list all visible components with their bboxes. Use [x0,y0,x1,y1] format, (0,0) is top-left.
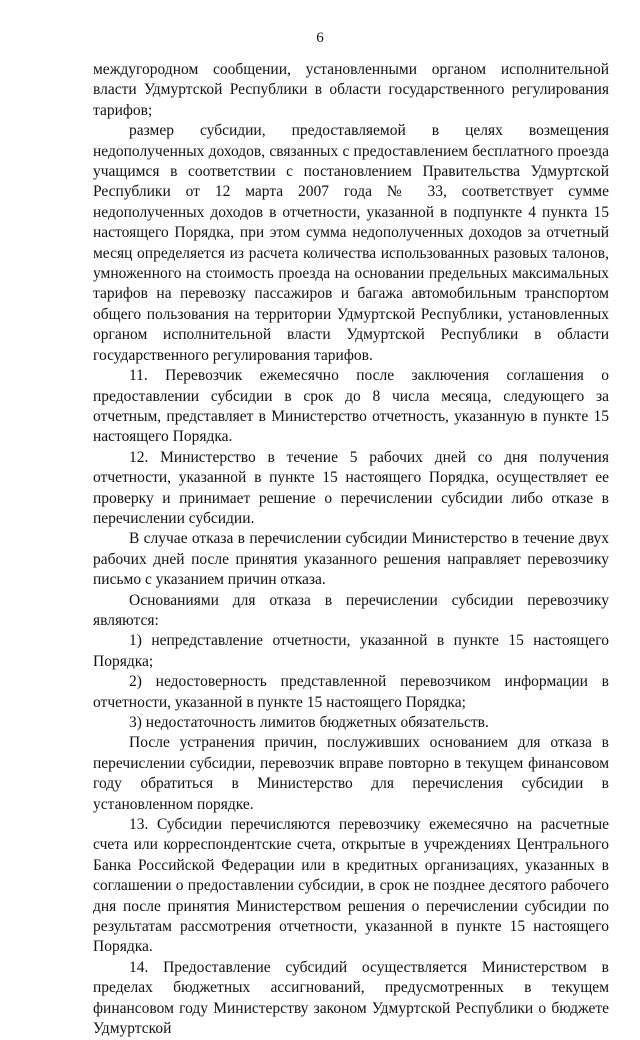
paragraph: междугородном сообщении, установленными органом исполнительной власти Удмуртской Республики в области государственного регулирования тарифов; [93,61,609,119]
paragraph: 13. Субсидии перечисляются перевозчику ежемесячно на расчетные счета или корреспондентские счета, открытые в учреждениях Центрального Банка Российской Федерации или в кредитных организациях, указанных в соглашении о предоставлении субсидии, в срок не позднее десятого рабочего дня после принятия Министерством решения о перечислении субсидии по результатам рассмотрения отчетности, указанной в пункте 15 настоящего Порядка. [93,816,609,956]
paragraph: 3) недостаточность лимитов бюджетных обязательств. [129,714,489,731]
paragraph: 1) непредставление отчетности, указанной в пункте 15 настоящего Порядка; [93,632,609,670]
paragraph: Основаниями для отказа в перечислении субсидии перевозчику являются: [93,591,609,629]
document-body [93,60,609,1040]
paragraph: В случае отказа в перечислении субсидии Министерство в течение двух рабочих дней после принятия указанного решения направляет перевозчику письмо с указанием причин отказа. [93,530,609,589]
paragraph: 14. Предоставление субсидий осуществляется Министерством в пределах бюджетных ассигнований, предусмотренных в текущем финансовом году Министерству законом Удмуртской Республики о бюджете Удмуртской [93,958,609,1038]
paragraph: размер субсидии, предоставляемой в целях возмещения недополученных доходов, связанных с предоставлением бесплатного проезда учащимся в соответствии с постановлением Правительства Удмуртской Республики от 12 марта 2007 года № 33, соответствует сумме недополученных доходов в отчетности, указанной в подпункте 4 пункта 15 настоящего Порядка, при этом сумма недополученных доходов за отчетный месяц определяется из расчета количества использованных разовых талонов, умноженного на стоимость проезда на основании предельных максимальных тарифов на перевозку пассажиров и багажа автомобильным транспортом общего пользования на территории Удмуртской Республики, установленных органом исполнительной власти Удмуртской Республики в области государственного регулирования тарифов. [93,122,609,364]
paragraph: 11. Перевозчик ежемесячно после заключения соглашения о предоставлении субсидии в срок до 8 числа месяца, следующего за отчетным, представляет в Министерство отчетность, указанную в пункте 15 настоящего Порядка. [93,367,609,446]
paragraph: 12. Министерство в течение 5 рабочих дней со дня получения отчетности, указанной в пункте 15 настоящего Порядка, осуществляет ее проверку и принимает решение о перечислении субсидии либо отказе в перечислении субсидии. [93,448,609,527]
paragraph: После устранения причин, послуживших основанием для отказа в перечислении субсидии, перевозчик вправе повторно в текущем финансовом году обратиться в Министерство для перечисления субсидии в установленном порядке. [93,734,609,813]
paragraph: 2) недостоверность представленной перевозчиком информации в отчетности, указанной в пункте 15 настоящего Порядка; [93,673,609,711]
page-number: 6 [316,30,324,46]
